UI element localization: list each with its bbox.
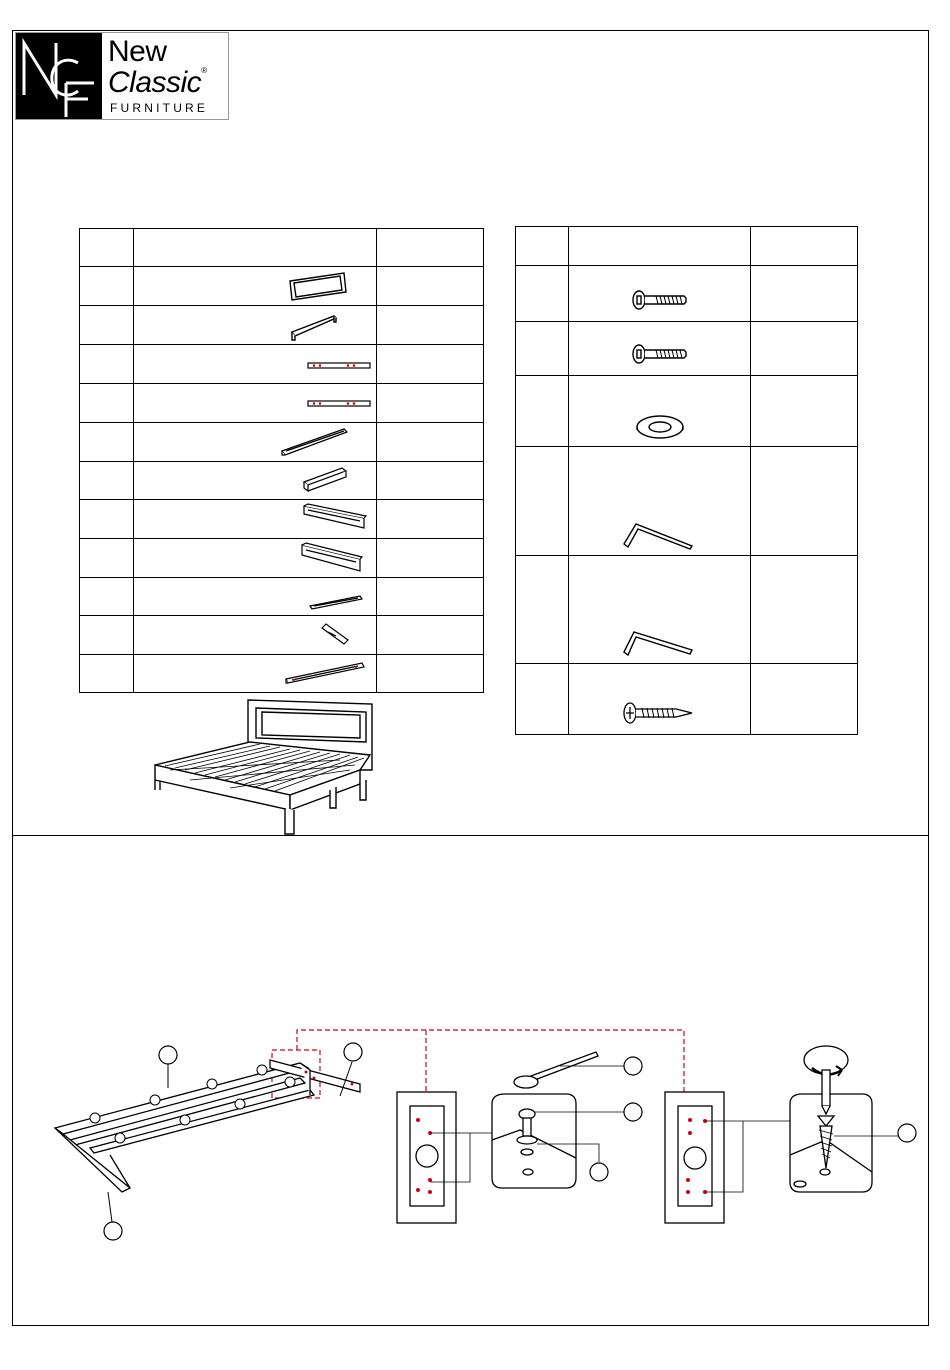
logo-word-furniture: FURNITURE bbox=[110, 101, 209, 115]
detail-panel-right bbox=[665, 1092, 724, 1223]
frame-assembly bbox=[55, 1060, 360, 1192]
logo-word-new: New bbox=[108, 35, 167, 68]
detail-panel-left bbox=[397, 1092, 456, 1223]
screw-detail bbox=[790, 1094, 872, 1192]
bolt-detail bbox=[492, 1052, 598, 1188]
logo-word-classic: Classic® bbox=[108, 66, 207, 99]
callout-links bbox=[272, 1030, 684, 1098]
